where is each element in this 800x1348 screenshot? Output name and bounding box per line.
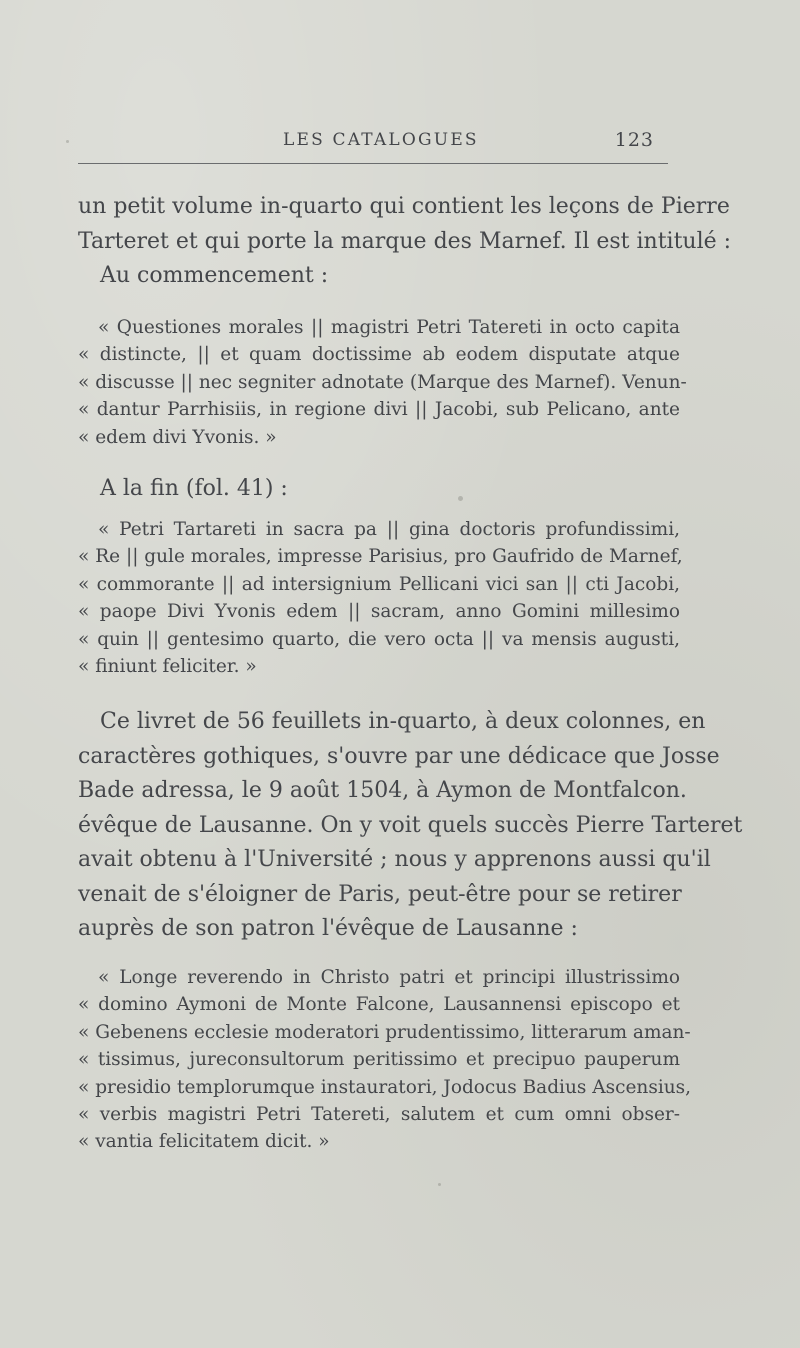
page-number: 123 [614,129,654,151]
paragraph-line: Bade adressa, le 9 août 1504, à Aymon de Montfalcon. [78,778,687,803]
quotation-line: « vantia felicitatem dicit. » [78,1131,330,1153]
quotation-line: « distincte, || et quam doctissime ab eodem disputate atque [78,344,680,366]
colophon-label [78,472,680,507]
paragraph-line: un petit volume in-quarto qui contient les leçons de Pierre [78,194,730,219]
quotation-line: « Re || gule morales, impresse Parisius, pro Gaufrido de Marnef, [78,546,683,568]
quotation-line: « presidio templorumque instauratori, Jodocus Badius Ascensius, [78,1076,692,1098]
quotation-line: « Gebenens ecclesie moderatori prudentissimo, litterarum aman- [78,1021,691,1043]
quotation-line: « discusse || nec segniter adnotate (Marque des Marnef). Venun- [78,371,687,393]
paragraph-line: caractères gothiques, s'ouvre par une dédicace que Josse [78,743,720,769]
quotation-line: « quin || gentesimo quarto, die vero octa || va mensis augusti, [78,628,680,650]
paper-speck [458,496,463,501]
description-paragraph [78,705,743,947]
paragraph-line: Au commencement : [100,263,329,288]
quotation-line: « commorante || ad intersignium Pellicani vici san || cti Jacobi, [78,573,680,595]
paper-speck [438,1183,441,1186]
paragraph-line: évêque de Lausanne. On y voit quels succès Pierre Tarteret [78,812,743,838]
paragraph-line: venait de s'éloigner de Paris, peut-être pour se retirer [78,881,682,907]
quotation-line: « dantur Parrhisiis, in regione divi || Jacobi, sub Pelicano, ante [78,399,680,421]
quotation-line: « Petri Tartareti in sacra pa || gina doctoris profundissimi, [98,519,680,540]
quotation-line: « Questiones morales || magistri Petri Tatereti in octo capita [98,317,680,338]
running-head: LES CATALOGUES [283,130,479,150]
paragraph-line: avait obtenu à l'Université ; nous y apprenons aussi qu'il [78,847,711,872]
header-rule [78,163,668,164]
quotation-line: « tissimus, jureconsultorum peritissimo et precipuo pauperum [78,1049,680,1071]
quotation-line: « verbis magistri Petri Tatereti, salutem et cum omni obser- [78,1104,680,1126]
paragraph-line: A la fin (fol. 41) : [100,476,288,501]
dedication-quotation [78,964,692,1156]
title-quotation [78,314,687,451]
quotation-line: « paope Divi Yvonis edem || sacram, anno Gomini millesimo [78,601,680,623]
paragraph-line: Ce livret de 56 feuillets in-quarto, à deux colonnes, en [100,709,706,734]
quotation-line: « Longe reverendo in Christo patri et principi illustrissimo [98,967,680,988]
quotation-line: « edem divi Yvonis. » [78,426,277,448]
paragraph-line: auprès de son patron l'évêque de Lausanne : [78,916,578,941]
paragraph-line: Tarteret et qui porte la marque des Marnef. Il est intitulé : [78,228,732,254]
opening-paragraph [78,190,732,294]
quotation-line: « domino Aymoni de Monte Falcone, Lausannensi episcopo et [78,994,680,1016]
paper-speck [66,140,69,143]
colophon-quotation [78,516,683,680]
quotation-line: « finiunt feliciter. » [78,656,257,678]
page-header [78,127,680,153]
